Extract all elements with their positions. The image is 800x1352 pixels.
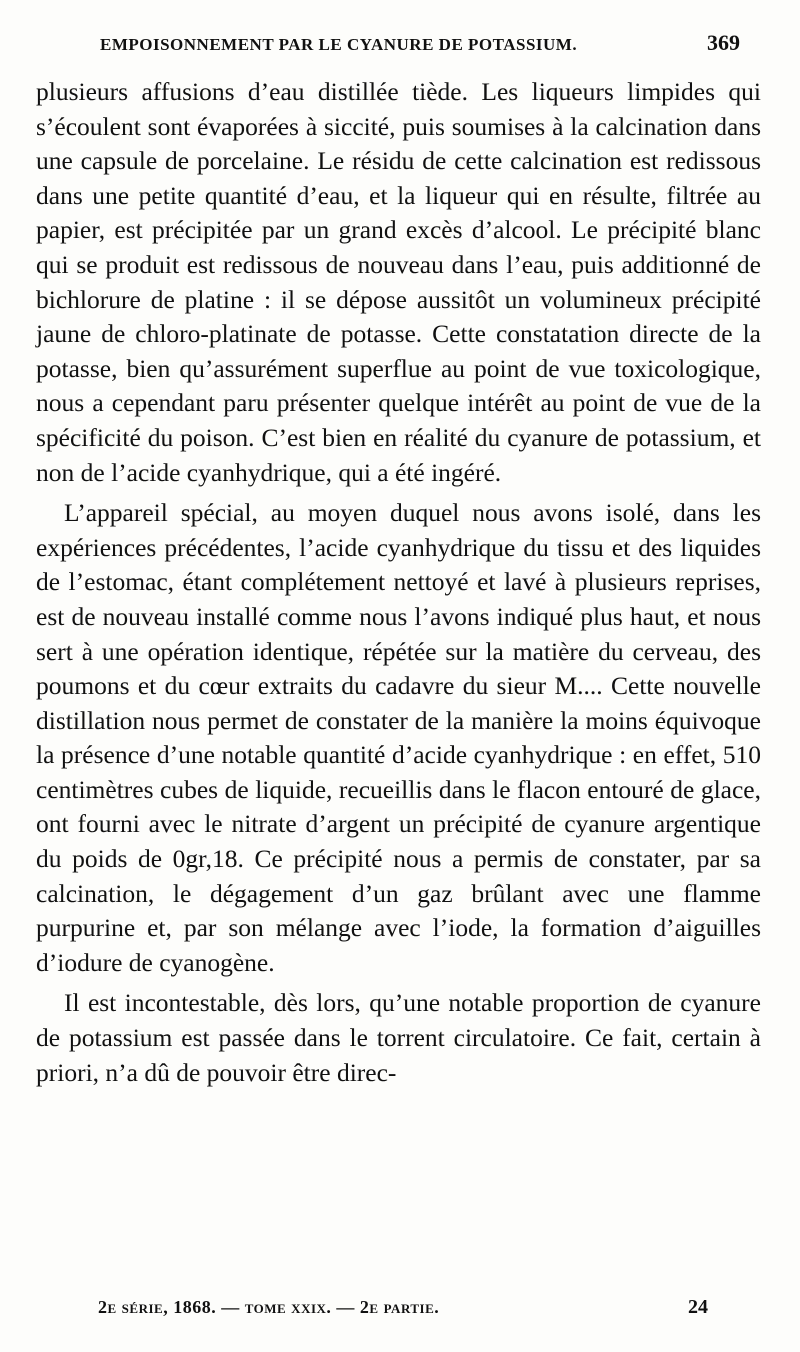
footer-series-info: 2e série, 1868. — tome xxix. — 2e partie. bbox=[98, 1297, 440, 1317]
paragraph-apparatus: L’appareil spécial, au moyen duquel nous avons isolé, dans les expériences précédentes, l’acide cyanhydrique du tissu et des liquides de l’estomac, étant complétement nettoyé et lavé à plusieurs reprises, est de nouveau installé comme nous l’avons indiqué plus haut, et nous sert à une opération identique, répétée sur la matière du cerveau, des poumons et du cœur extraits du cadavre du sieur M.... Cette nouvelle distillation nous permet de constater de la manière la moins équivoque la présence d’une notable quantité d’acide cyanhydrique : en effet, 510 centimètres cubes de liquide, recueillis dans le flacon entouré de glace, ont fourni avec le nitrate d’argent un précipité de cyanure argentique du poids de 0gr,18. Ce précipité nous a permis de constater, par sa calcination, le dégagement d’un gaz brûlant avec une flamme purpurine et, par son mélange avec l’iode, la formation d’aiguilles d’iodure de cyanogène. bbox=[36, 498, 761, 977]
running-title: EMPOISONNEMENT PAR LE CYANURE DE POTASSIUM. bbox=[100, 35, 578, 54]
paragraph-conclusion: Il est incontestable, dès lors, qu’une notable proportion de cyanure de potassium est passée dans le torrent circulatoire. Ce fait, certain à priori, n’a dû de pouvoir être direc- bbox=[36, 988, 761, 1087]
body-text bbox=[36, 75, 761, 1090]
running-header bbox=[100, 30, 740, 56]
paragraph-continuation: plusieurs affusions d’eau distillée tiède. Les liqueurs limpides qui s’écoulent sont évaporées à siccité, puis soumises à la calcination dans une capsule de porcelaine. Le résidu de cette calcination est redissous dans une petite quantité d’eau, et la liqueur qui en résulte, filtrée au papier, est précipitée par un grand excès d’alcool. Le précipité blanc qui se produit est redissous de nouveau dans l’eau, puis additionné de bichlorure de platine : il se dépose aussitôt un volumineux précipité jaune de chloro-platinate de potasse. Cette constatation directe de la potasse, bien qu’assurément superflue au point de vue toxicologique, nous a cependant paru présenter quelque intérêt au point de vue de la spécificité du poison. C’est bien en réalité du cyanure de potassium, et non de l’acide cyanhydrique, qui a été ingéré. bbox=[36, 77, 761, 487]
page-footer bbox=[98, 1296, 708, 1319]
page-number: 369 bbox=[707, 30, 740, 55]
signature-mark: 24 bbox=[688, 1296, 708, 1318]
